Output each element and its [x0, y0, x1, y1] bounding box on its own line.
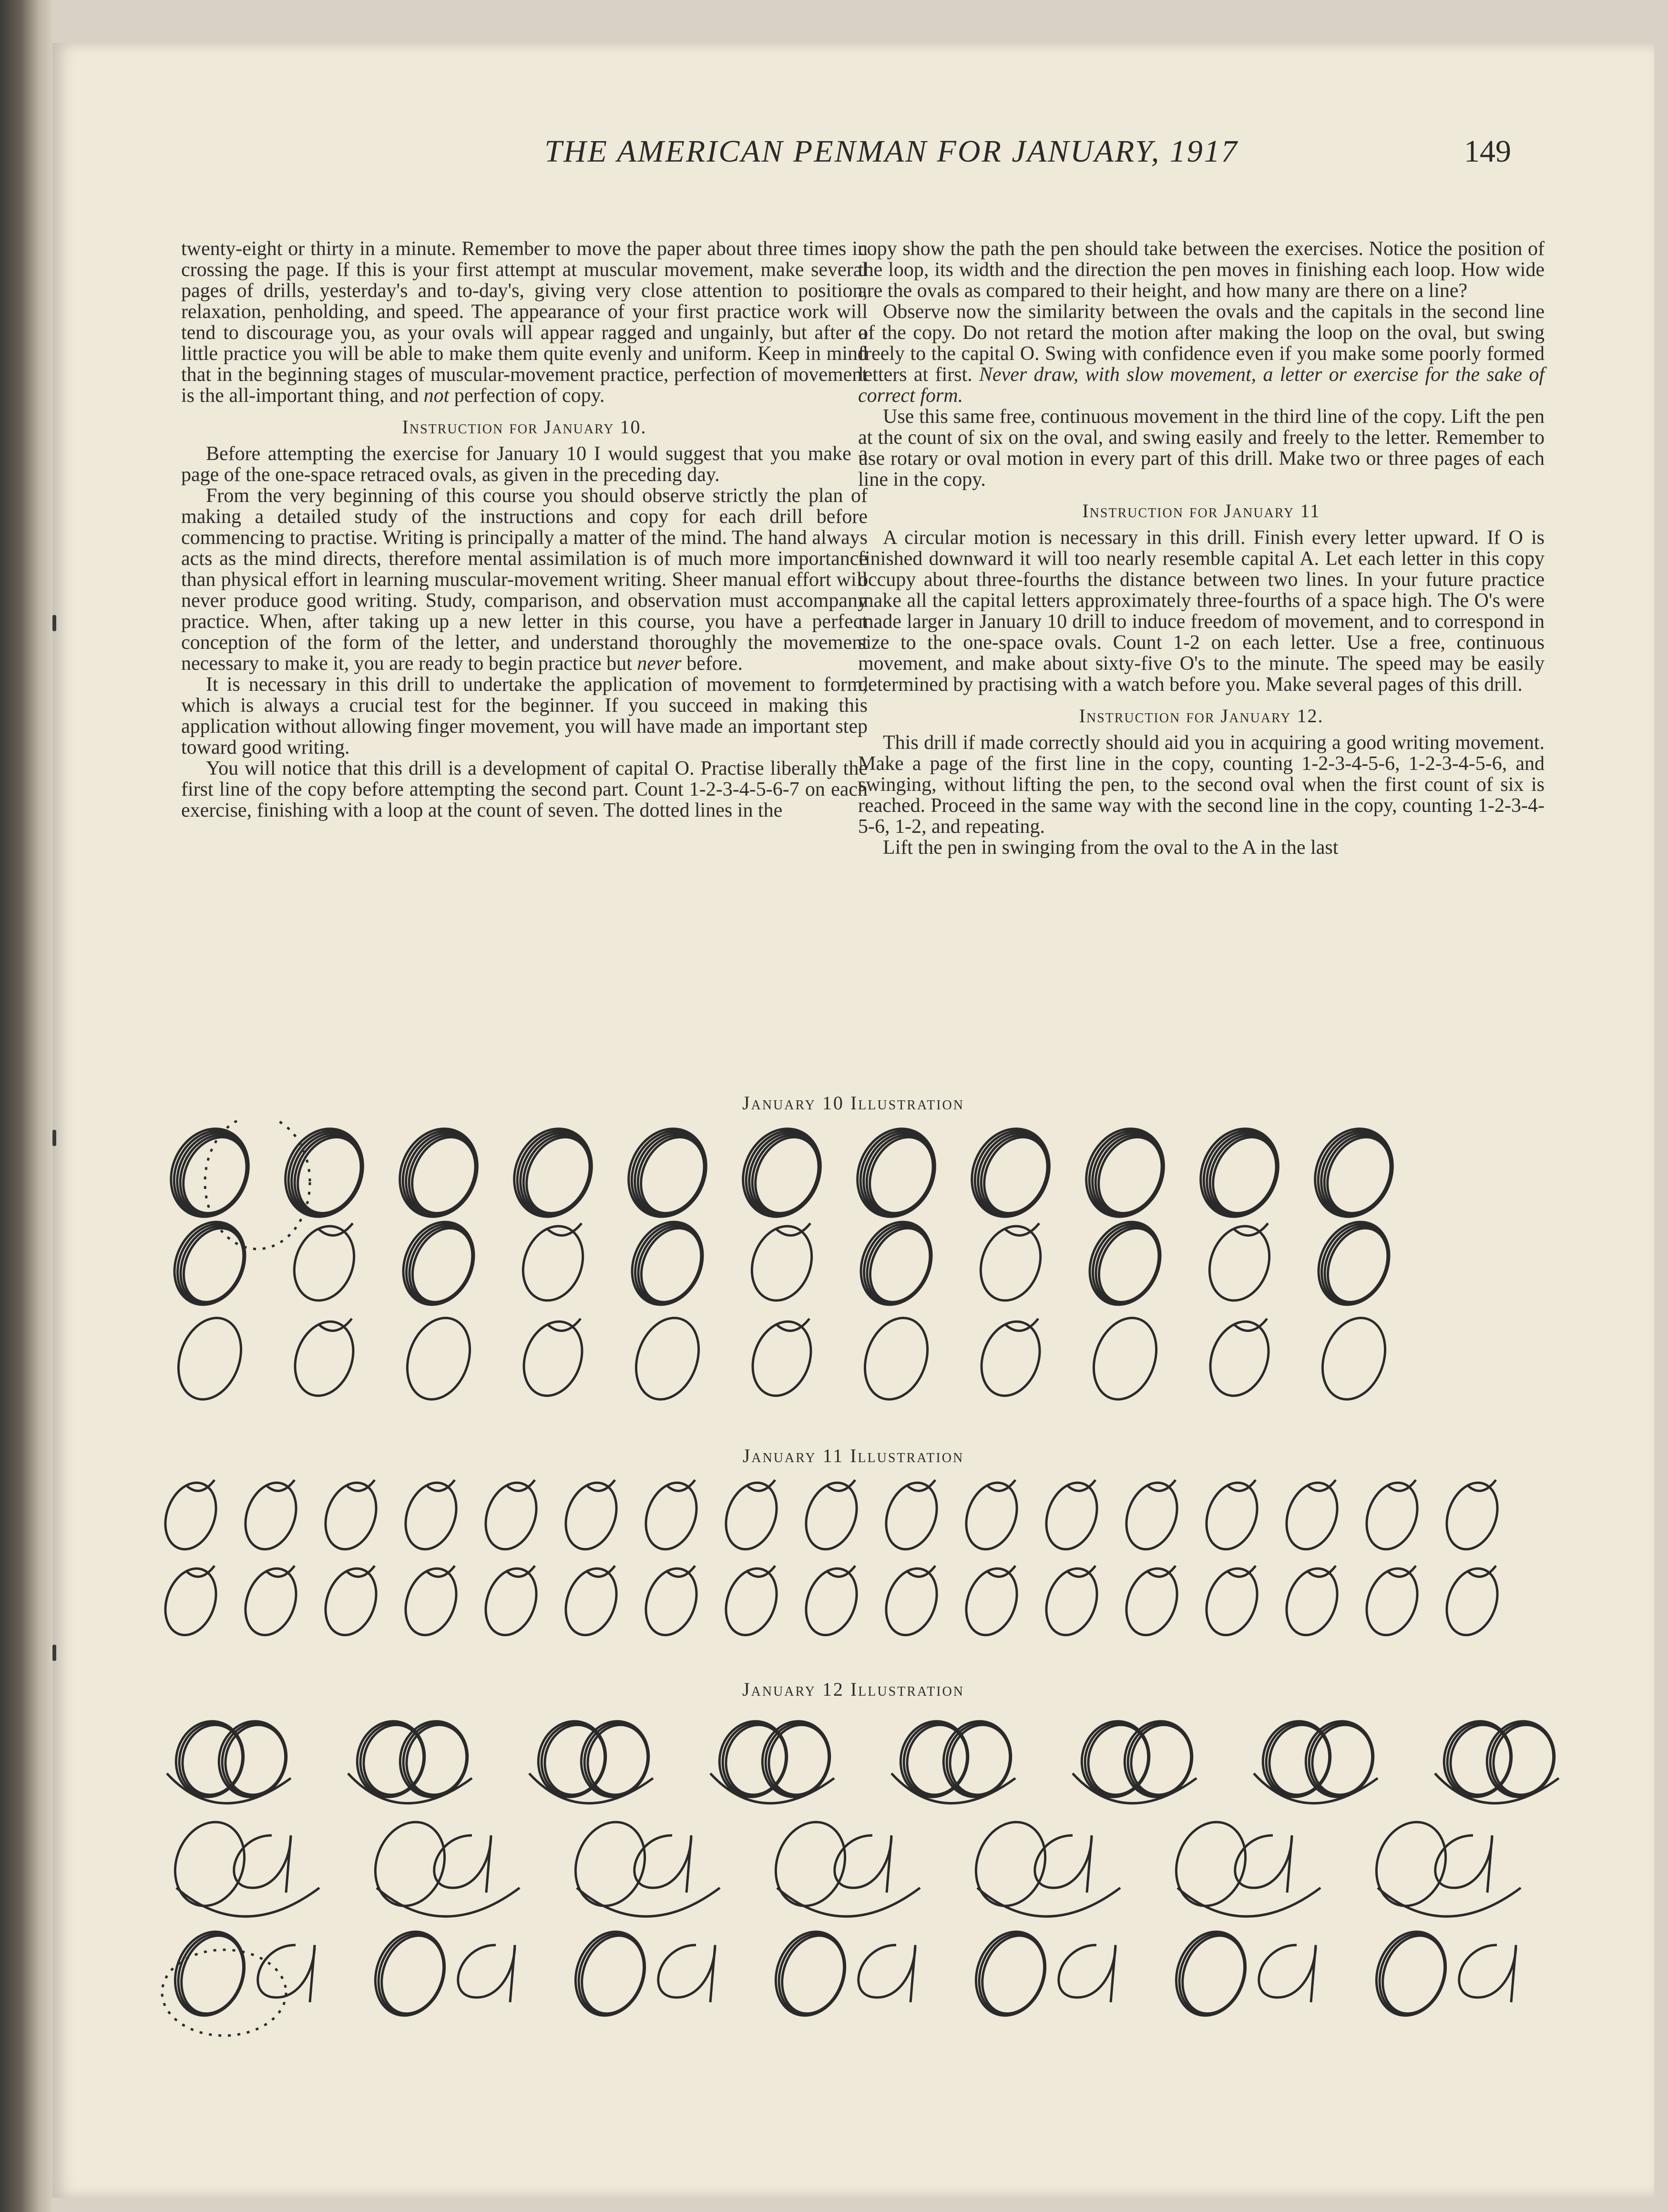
margin-mark	[52, 1130, 56, 1146]
oval-drawing	[572, 1927, 655, 2022]
oval-drawing	[171, 1927, 254, 2022]
running-title: THE AMERICAN PENMAN FOR JANUARY, 1917	[544, 134, 1238, 169]
paragraph: It is necessary in this drill to undertake the application of movement to form, which is always a crucial test for the beginner. If you succeed in making this application without allowing finger movement, you will have made an important step toward good writing.	[181, 674, 868, 758]
oval-drawing	[168, 1309, 252, 1408]
capital-o-drawing	[1199, 1218, 1279, 1309]
oval-drawing	[1172, 1927, 1255, 2022]
paragraph: A circular motion is necessary in this drill. Finish every letter upward. If O is finished downward it will too nearly resemble capital A. Let each letter in this copy occupy about three-fourths the distance between two lines. In your future practice make all the capital letters approximately three-fourths of a space high. The O's were made larger in January 10 drill to induce freedom of movement, and to correspond in size to the one-space ovals. Count 1-2 on each letter. Use a free, continuous movement, and make about sixty-five O's to the minute. The speed may be easily determined by practising with a watch before you. Make several pages of this drill.	[858, 527, 1545, 696]
swing-stroke	[377, 1888, 520, 1916]
capital-o-drawing	[285, 1313, 363, 1404]
margin-mark	[52, 1645, 56, 1661]
capital-a-drawing	[1259, 1945, 1316, 2002]
oval-drawing	[764, 1812, 856, 1915]
book-page	[52, 43, 1654, 2198]
oval-drawing	[1365, 1812, 1457, 1915]
oval-drawing	[1369, 1925, 1456, 2024]
oval-drawing	[164, 1812, 256, 1915]
oval-drawing	[368, 1925, 455, 2024]
paragraph: twenty-eight or thirty in a minute. Remember to move the paper about three times in crossing the page. If this is your first attempt at muscular movement, make several pages of drills, yesterday's and to-day's, giving very close attention to position, relaxation, penholding, and speed. The appearance of your first practice work will tend to discourage you, as your ovals will appear ragged and ungainly, but after a little practice you will be able to make them quite evenly and uniform. Keep in mind that in the beginning stages of muscular-movement practice, perfection of movement is the all-important thing, and not perfection of copy.	[181, 238, 868, 407]
oval-drawing	[364, 1812, 456, 1915]
illustration-jan10	[52, 1120, 1654, 1416]
swing-stroke	[577, 1888, 720, 1916]
capital-o-drawing	[1200, 1313, 1279, 1404]
capital-o-drawing	[972, 1313, 1050, 1404]
paragraph: Lift the pen in swinging from the oval to the A in the last	[883, 837, 1339, 859]
capital-a-drawing	[658, 1945, 715, 2002]
oval-drawing	[1083, 1309, 1167, 1408]
oval-drawing	[1165, 1812, 1257, 1915]
illustration-title-jan10: January 10 Illustration	[742, 1092, 964, 1114]
oval-drawing	[397, 1309, 481, 1408]
oval-drawing	[968, 1925, 1056, 2024]
paragraph: From the very beginning of this course you should observe strictly the plan of making a detailed study of the instructions and copy for each drill before commencing to practise. Writing is principally a matter of the mind. The hand always acts as the mind directs, therefore mental assimilation is of much more importance than physical effort in learning muscular-movement writing. Sheer manual effort will never produce good writing. Study, comparison, and observation must accompany practice. When, after taking up a new letter in this course, you have a perfect conception of the form of the letter, and understand thoroughly the movement necessary to make it, you are ready to begin practice but never before.	[181, 485, 868, 675]
running-header	[52, 133, 1654, 191]
capital-o-drawing	[513, 1218, 593, 1309]
oval-drawing	[564, 1812, 656, 1915]
capital-a-drawing	[1459, 1945, 1516, 2002]
section-heading: Instruction for January 10.	[402, 416, 647, 438]
section-heading: Instruction for January 11	[1082, 500, 1320, 522]
paragraph: Use this same free, continuous movement in the third line of the copy. Lift the pen at the count of six on the oval, and swing easily and freely to the letter. Remember to use rotary or oval motion in every part of this drill. Make two or three pages of each line in the copy.	[858, 406, 1545, 491]
swing-stroke	[1378, 1888, 1521, 1916]
page-number: 149	[1464, 134, 1511, 169]
illustration-title-jan12: January 12 Illustration	[742, 1679, 964, 1700]
section-heading: Instruction for January 12.	[1079, 705, 1324, 727]
margin-mark	[52, 615, 56, 631]
paragraph: Observe now the similarity between the ovals and the capitals in the second line of the copy. Do not retard the motion after making the loop on the oval, but swing freely to the capital O. Swing with confidence even if you make some poorly formed letters at first. Never draw, with slow movement, a letter or exercise for the sake of correct form.	[858, 301, 1545, 407]
oval-drawing	[167, 1925, 255, 2024]
capital-a-drawing	[458, 1945, 515, 2002]
oval-drawing	[772, 1927, 855, 2022]
book-binding-edge	[0, 0, 52, 2212]
illustration-jan12	[52, 1707, 1654, 2040]
swing-stroke	[1177, 1888, 1320, 1916]
capital-o-drawing	[514, 1313, 592, 1404]
right-column	[858, 238, 1545, 858]
illustration-jan11	[52, 1473, 1654, 1654]
oval-drawing	[1372, 1927, 1455, 2022]
oval-drawing	[1168, 1925, 1256, 2024]
oval-drawing	[768, 1925, 856, 2024]
paragraph: Before attempting the exercise for January 10 I would suggest that you make a page of the one-space retraced ovals, as given in the preceding day.	[181, 443, 868, 486]
capital-o-drawing	[742, 1218, 821, 1309]
paragraph: This drill if made correctly should aid you in acquiring a good writing movement. Make a page of the first line in the copy, counting 1-2-3-4-5-6, 1-2-3-4-5-6, and swinging, without lifting the pen, to the second oval when the first count of six is reached. Proceed in the same way with the second line in the copy, counting 1-2-3-4-5-6, 1-2, and repeating.	[858, 732, 1545, 838]
oval-drawing	[854, 1309, 939, 1408]
paragraph: copy show the path the pen should take between the exercises. Notice the position of the loop, its width and the direction the pen moves in finishing each loop. How wide are the ovals as compared to their height, and how many are there on a line?	[858, 238, 1545, 302]
oval-drawing	[568, 1925, 655, 2024]
paragraph: You will notice that this drill is a development of capital O. Practise liberally the first line of the copy before attempting the second part. Count 1-2-3-4-5-6-7 on each exercise, finishing with a loop at the count of seven. The dotted lines in the	[181, 758, 868, 821]
capital-a-drawing	[1059, 1945, 1115, 2002]
swing-stroke	[176, 1888, 319, 1916]
swing-stroke	[777, 1888, 920, 1916]
illustration-title-jan11: January 11 Illustration	[742, 1445, 964, 1466]
oval-drawing	[964, 1812, 1056, 1915]
oval-drawing	[371, 1927, 454, 2022]
oval-drawing	[972, 1927, 1055, 2022]
left-column	[181, 238, 868, 821]
oval-drawing	[1312, 1309, 1396, 1408]
swing-stroke	[977, 1888, 1120, 1916]
capital-o-drawing	[743, 1313, 821, 1404]
capital-o-drawing	[971, 1218, 1050, 1309]
oval-drawing	[625, 1309, 710, 1408]
capital-a-drawing	[859, 1945, 915, 2002]
capital-o-drawing	[284, 1218, 364, 1309]
